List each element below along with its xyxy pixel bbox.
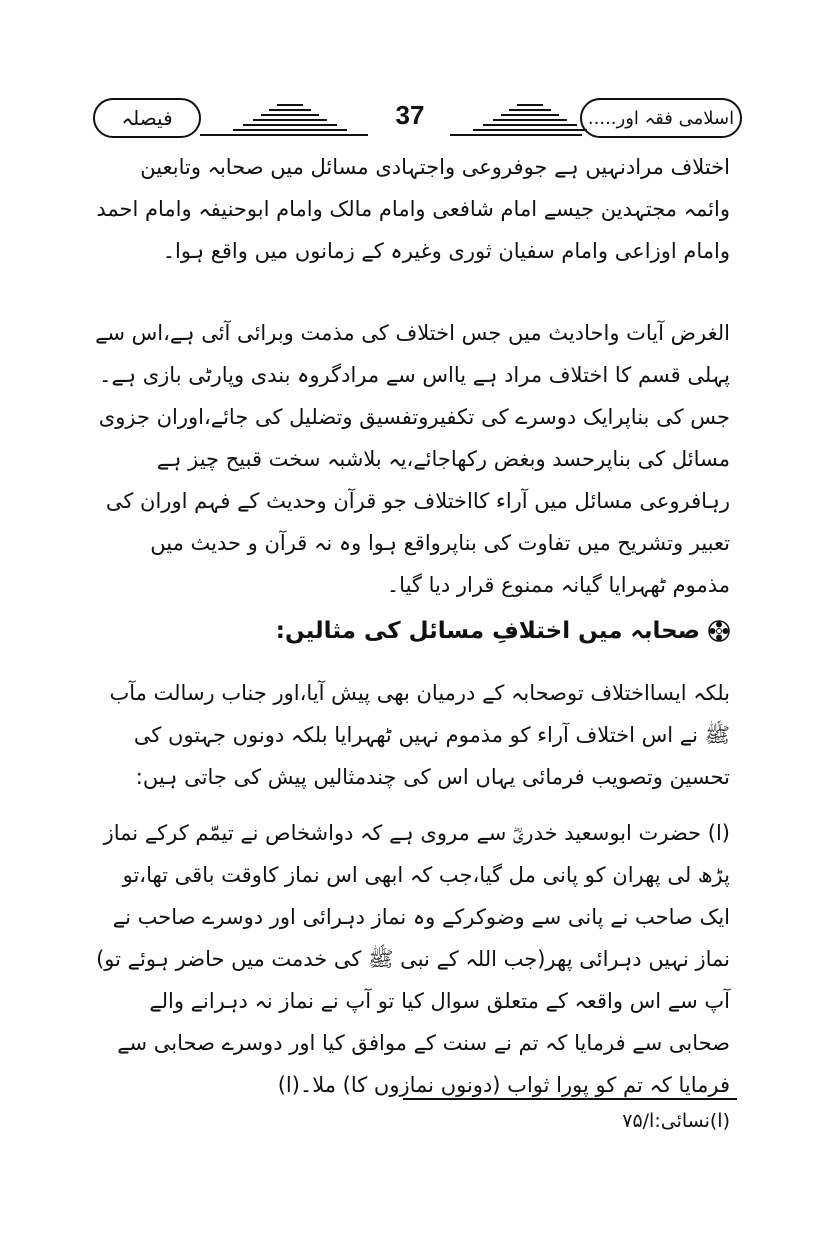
chapter-title-pill <box>93 98 201 138</box>
paragraph-3: بلکہ ایسااختلاف توصحابہ کے درمیان بھی پیش آیا،اور جناب رسالت مآب ﷺ نے اس اختلاف آراء کو مذموم نہیں ٹھہرایا بلکہ دونوں جہتوں کی تحسین وتصویب فرمائی یہاں اس کی چندمثالیں پیش کی جاتی ہیں: <box>109 681 730 789</box>
footnote: (ا)نسائی:ا/۷۵ <box>622 1110 730 1132</box>
paragraph-1: اختلاف مرادنہیں ہے جوفروعی واجتہادی مسائل میں صحابہ وتابعین وائمہ مجتہدین جیسے امام شافعی وامام مالک وامام ابوحنیفہ وامام احمد وامام اوزاعی وامام سفیان ثوری وغیرہ کے زمانوں میں واقع ہوا۔ <box>96 155 730 263</box>
book-title: اسلامی فقہ اور..... <box>587 107 735 129</box>
footnote-rule <box>403 1098 737 1100</box>
flower-ornament-icon <box>708 620 730 642</box>
stair-ornament-left <box>215 102 365 136</box>
header-rule-left <box>200 134 368 136</box>
book-title-pill <box>580 98 742 138</box>
header-rule-right <box>450 134 582 136</box>
section-heading <box>90 618 730 644</box>
chapter-title: فیصلہ <box>121 106 173 130</box>
page-number: 37 <box>395 100 425 130</box>
paragraph-2: الغرض آیات واحادیث میں جس اختلاف کی مذمت وبرائی آئی ہے،اس سے پہلی قسم کا اختلاف مراد ہے یااس سے مرادگروہ بندی وپارٹی بازی ہے۔جس کی بناپرایک دوسرے کی تکفیروتفسیق وتضلیل کی جائے،اوران جزوی مسائل کی بناپرحسد وبغض رکھاجائے،یہ بلاشبہ سخت قبیح چیز ہے رہافروعی مسائل میں آراء کااختلاف جو قرآن وحدیث کے فہم اوران کی تعبیر وتشریح میں تفاوت کی بناپرواقع ہوا وہ نہ قرآن و حدیث میں مذموم ٹھہرایا گیانہ ممنوع قرار دیا گیا۔ <box>95 321 730 597</box>
section-heading-text: صحابہ میں اختلافِ مسائل کی مثالیں: <box>275 618 700 644</box>
paragraph-4: (ا) حضرت ابوسعید خدریؓ سے مروی ہے کہ دواشخاص نے تیمّم کرکے نماز پڑھ لی پھران کو پانی مل گیا،جب کہ ابھی اس نماز کاوقت باقی تھا،تو ایک صاحب نے پانی سے وضوکرکے وہ نماز دہرائی اور دوسرے صاحب نے نماز نہیں دہرائی پھر(جب اللہ کے نبی ﷺ کی خدمت میں حاضر ہوئے تو) آپ سے اس واقعہ کے متعلق سوال کیا تو آپ نے نماز نہ دہرانے والے صحابی سے فرمایا کہ تم نے سنت کے موافق کیا اور دوسرے صحابی سے فرمایا کہ تم کو پورا ثواب (دونوں نمازوں کا) ملا۔(ا) <box>96 821 730 1097</box>
